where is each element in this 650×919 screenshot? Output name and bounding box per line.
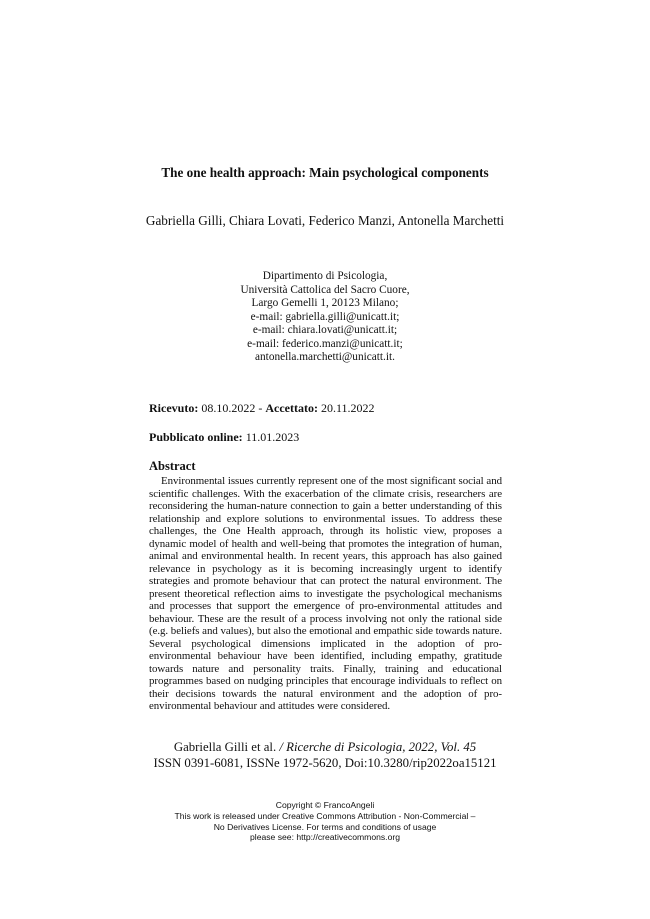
citation-block [0,739,650,771]
accepted-label: Accettato: [265,401,318,415]
date-separator: - [258,401,263,415]
affiliation-address: Largo Gemelli 1, 20123 Milano; [251,297,399,309]
online-date: 11.01.2023 [245,430,300,444]
accepted-date: 20.11.2022 [320,401,375,415]
online-publication [149,430,299,445]
affiliation-email-manzi: e-mail: federico.manzi@unicatt.it; [247,337,403,350]
abstract-body: Environmental issues currently represent one of the most significant social and scientific challenges. With the exacerbation of the climate crisis, researchers are reconsidering the human-nature connection to gain a better understanding of this relationship and explore solutions to environmental issues. To address these challenges, the One Health approach, through its holistic view, proposes a dynamic model of health and well-being that promotes the integration of human, animal and environmental health. In recent years, this approach has also gained relevance in psychology as it is becoming increasingly urgent to identify strategies and promote behaviour that can protect the natural environment. The present theoretical reflection aims to investigate the psychological mechanisms and processes that support the emergence of pro-environmental attitudes and behaviour. These are the result of a process involving not only the rational side (e.g. beliefs and values), but also the emotional and empathic side towards nature. Several psychological dimensions implicated in the adoption of pro-environmental behaviour have been identified, including empathy, gratitude towards nature and personality traits. Finally, training and educational programmes based on nudging principles that encourage individuals to reflect on their decisions towards the natural environment and the adoption of pro-environmental behaviour and attitudes were considered. [149,475,502,712]
affiliation-university: Università Cattolica del Sacro Cuore, [240,283,410,296]
citation-authors: Gabriella Gilli et al. [173,740,277,754]
citation-issn: ISSN 0391-6081, ISSNe 1972-5620, Doi:10.3280/rip2022oa15121 [153,756,497,770]
online-label: Pubblicato online: [149,430,243,444]
affiliation-department: Dipartimento di Psicologia, [262,270,388,282]
license-line-1: This work is released under Creative Commons Attribution - Non-Commercial – [174,810,476,821]
copyright-holder: Copyright © FrancoAngeli [275,800,375,810]
paper-title: The one health approach: Main psychological components [161,165,489,180]
received-date: 08.10.2022 [201,401,256,415]
citation-journal: / Ricerche di Psicologia, 2022, Vol. 45 [279,740,477,754]
citation-line [0,739,650,755]
license-line-2: No Derivatives License. For terms and conditions of usage [213,821,437,832]
received-label: Ricevuto: [149,401,199,415]
affiliation-email-marchetti: antonella.marchetti@unicatt.it. [255,351,395,363]
copyright-notice [0,800,650,843]
affiliation-email-gilli: e-mail: gabriella.gilli@unicatt.it; [250,310,400,323]
abstract-heading: Abstract [149,459,196,473]
submission-dates [149,401,375,416]
author-list: Gabriella Gilli, Chiara Lovati, Federico Manzi, Antonella Marchetti [145,213,505,228]
affiliation-block [0,270,650,365]
affiliation-email-lovati: e-mail: chiara.lovati@unicatt.it; [252,324,398,336]
license-link: please see: http://creativecommons.org [250,832,400,843]
